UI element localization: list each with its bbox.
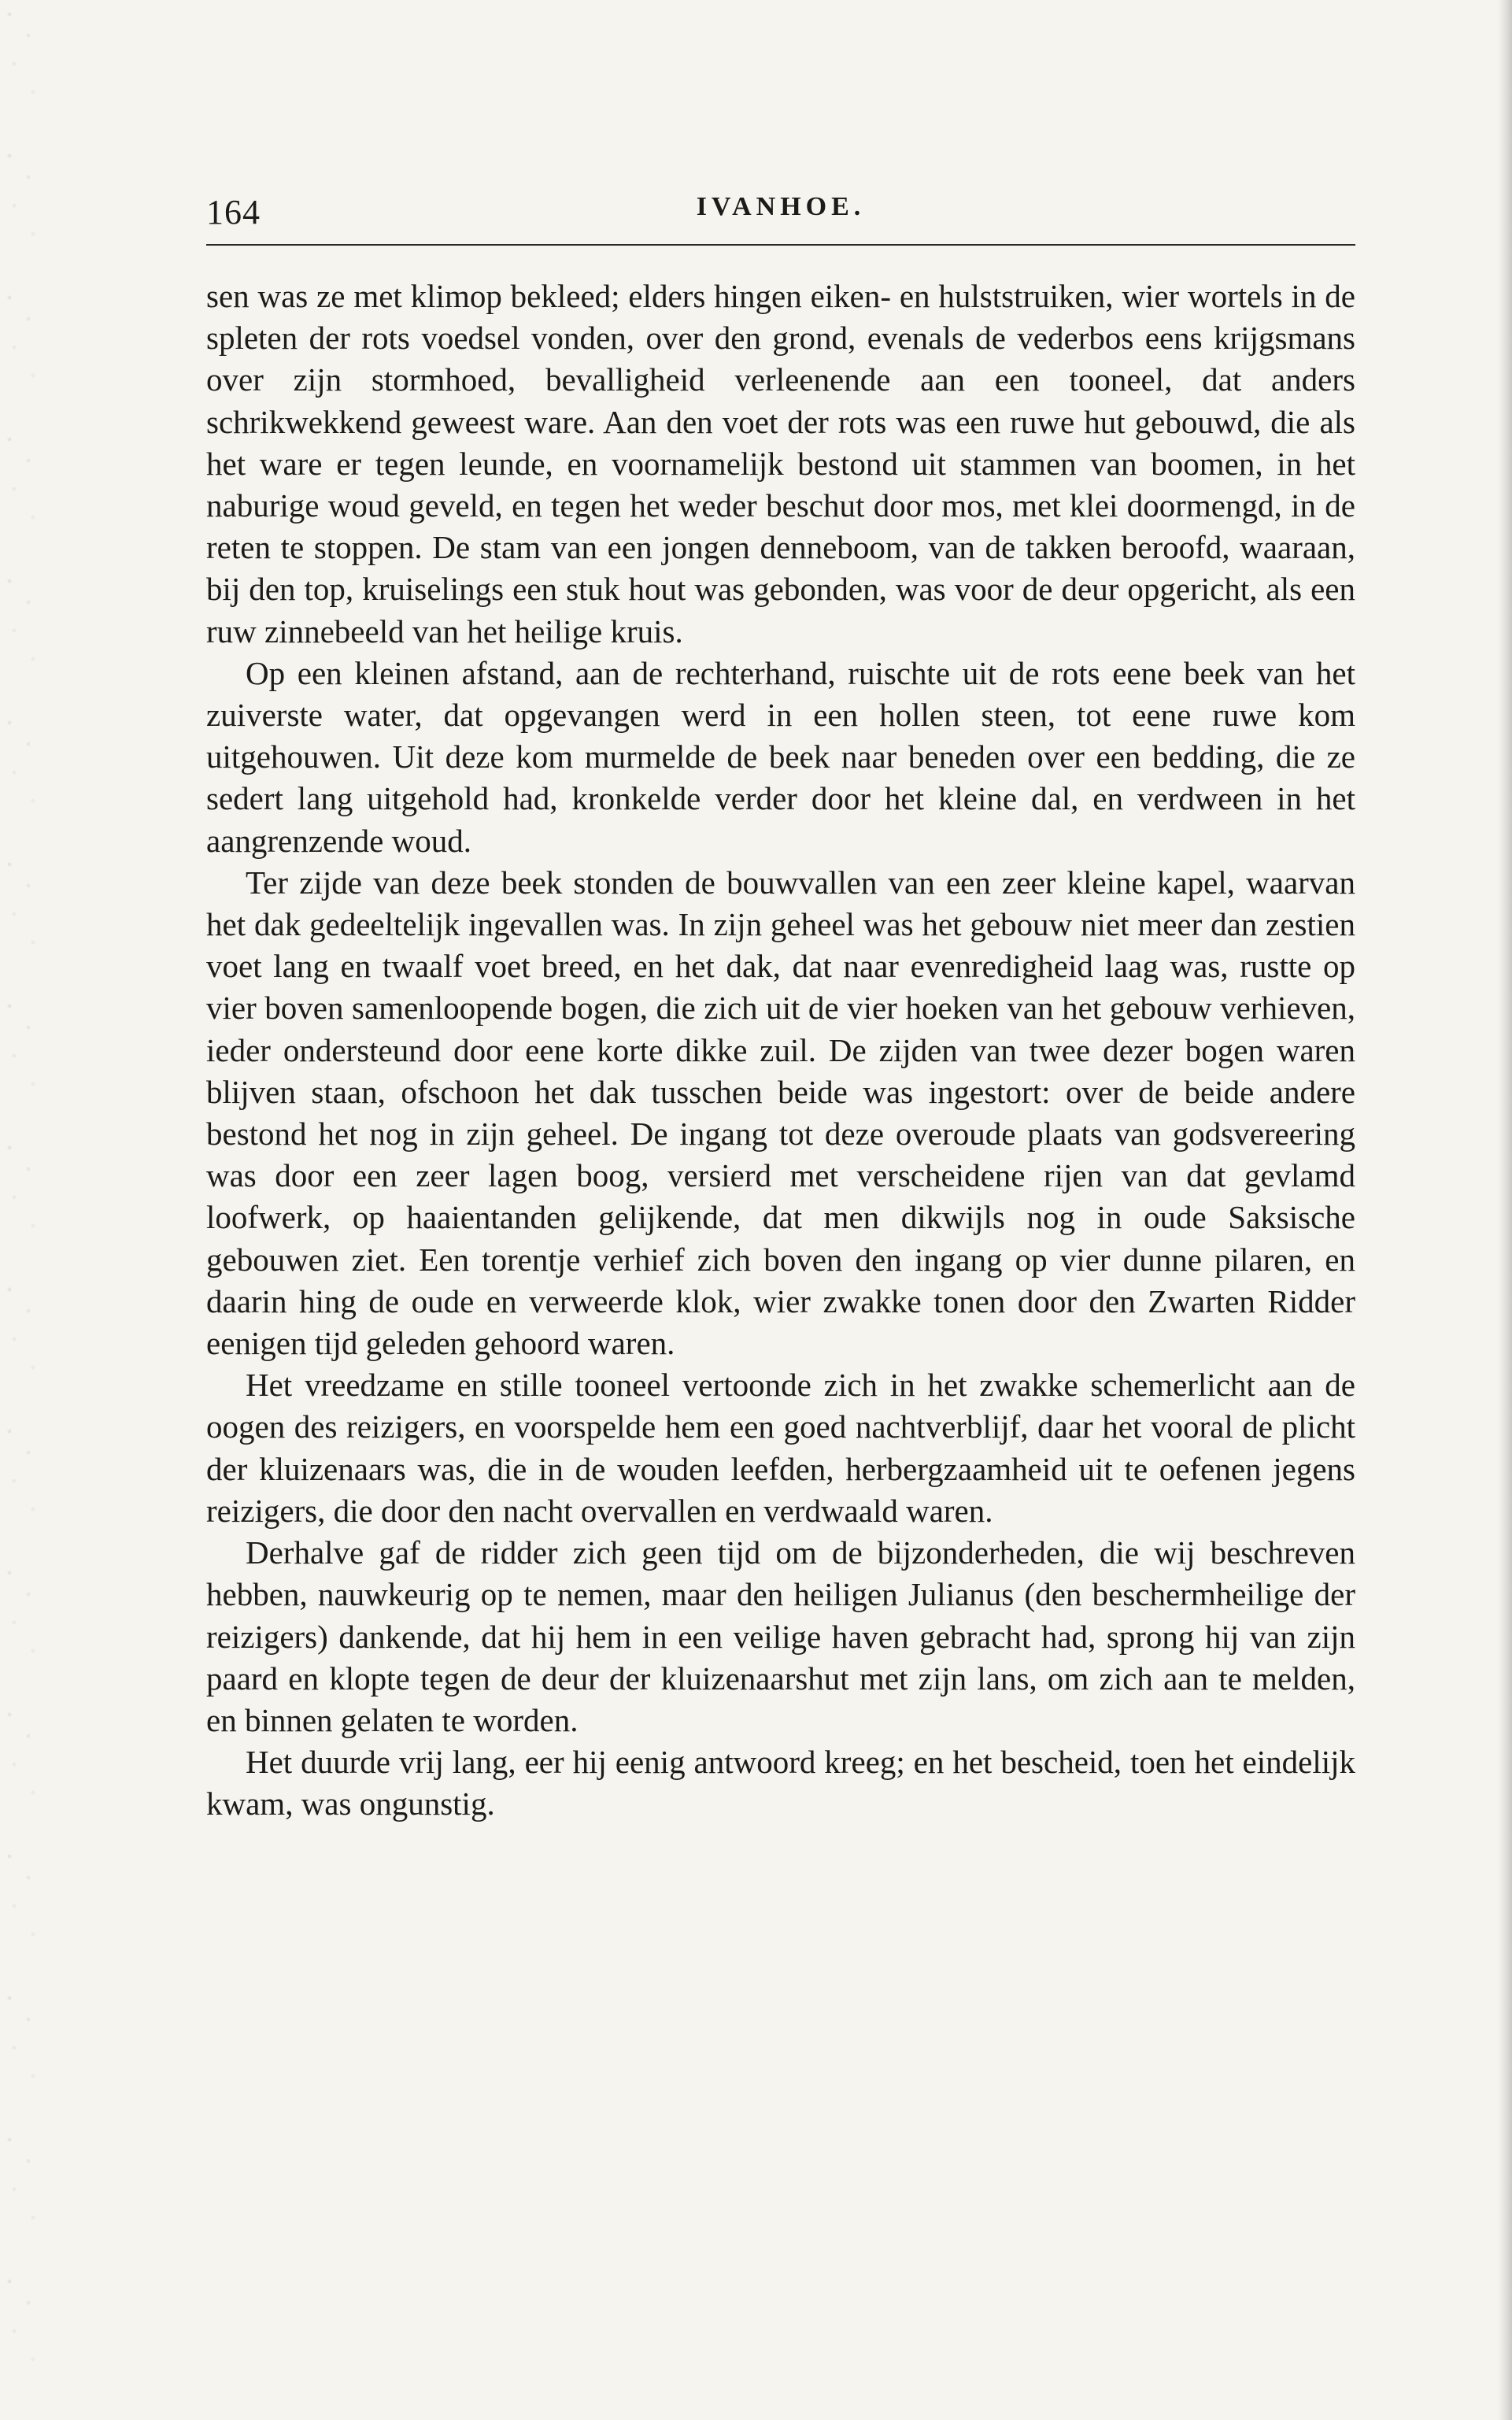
paragraph-5: Derhalve gaf de ridder zich geen tijd om de bijzonderheden, die wij beschreven hebben, nauwkeurig op te nemen, maar den heiligen Julianus (den beschermheilige der reizigers) dankende, dat hij hem in een veilige haven gebracht had, sprong hij van zijn paard en klopte tegen de deur der kluizenaarshut met zijn lans, om zich aan te melden, en binnen gelaten te worden. <box>206 1534 1355 1738</box>
paragraph-1: sen was ze met klimop bekleed; elders hingen eiken- en hulststruiken, wier wortels in de spleten der rots voedsel vonden, over den grond, evenals de vederbos eens krijgsmans over zijn stormhoed, bevalligheid verleenende aan een tooneel, dat anders schrikwekkend geweest ware. Aan den voet der rots was een ruwe hut gebouwd, die als het ware er tegen leunde, en voornamelijk bestond uit stammen van boomen, in het naburige woud geveld, en tegen het weder beschut door mos, met klei doormengd, in de reten te stoppen. De stam van een jongen denneboom, van de takken beroofd, waaraan, bij den top, kruiselings een stuk hout was gebonden, was voor de deur opgericht, als een ruw zinnebeeld van het heilige kruis. <box>206 278 1355 649</box>
paragraph-3: Ter zijde van deze beek stonden de bouwvallen van een zeer kleine kapel, waarvan het dak gedeeltelijk ingevallen was. In zijn geheel was het gebouw niet meer dan zestien voet lang en twaalf voet breed, en het dak, dat naar evenredigheid laag was, rustte op vier boven samenloopende bogen, die zich uit de vier hoeken van het gebouw verhieven, ieder ondersteund door eene korte dikke zuil. De zijden van twee dezer bogen waren blijven staan, ofschoon het dak tusschen beide was ingestort: over de beide andere bestond het nog in zijn geheel. De ingang tot deze overoude plaats van godsvereering was door een zeer lagen boog, versierd met verscheidene rijen van dat gevlamd loofwerk, op haaientanden gelijkende, dat men dikwijls nog in oude Saksische gebouwen ziet. Een torentje verhief zich boven den ingang op vier dunne pilaren, en daarin hing de oude en verweerde klok, wier zwakke tonen door den Zwarten Ridder eenigen tijd geleden gehoord waren. <box>206 864 1355 1362</box>
page-number: 164 <box>206 193 261 231</box>
scan-edge-left <box>0 0 47 2420</box>
running-title: IVANHOE. <box>696 192 866 221</box>
scan-edge-right <box>1498 0 1512 2420</box>
paragraph-4: Het vreedzame en stille tooneel vertoonde zich in het zwakke schemerlicht aan de oogen des reizigers, en voorspelde hem een goed nachtverblijf, daar het vooral de plicht der kluizenaars was, die in de wouden leefden, herbergzaamheid uit te oefenen jegens reizigers, die door den nacht overvallen en verdwaald waren. <box>206 1367 1355 1529</box>
paragraph-6: Het duurde vrij lang, eer hij eenig antwoord kreeg; en het bescheid, toen het eindelijk kwam, was ongunstig. <box>206 1744 1355 1822</box>
page-header <box>206 187 1355 242</box>
paragraph-2: Op een kleinen afstand, aan de rechterhand, ruischte uit de rots eene beek van het zuiverste water, dat opgevangen werd in een hollen steen, tot eene ruwe kom uitgehouwen. Uit deze kom murmelde de beek naar beneden over een bedding, die ze sedert lang uitgehold had, kronkelde verder door het kleine dal, en verdween in het aangrenzende woud. <box>206 654 1355 859</box>
header-rule <box>206 244 1355 246</box>
body-text <box>206 276 1355 1826</box>
